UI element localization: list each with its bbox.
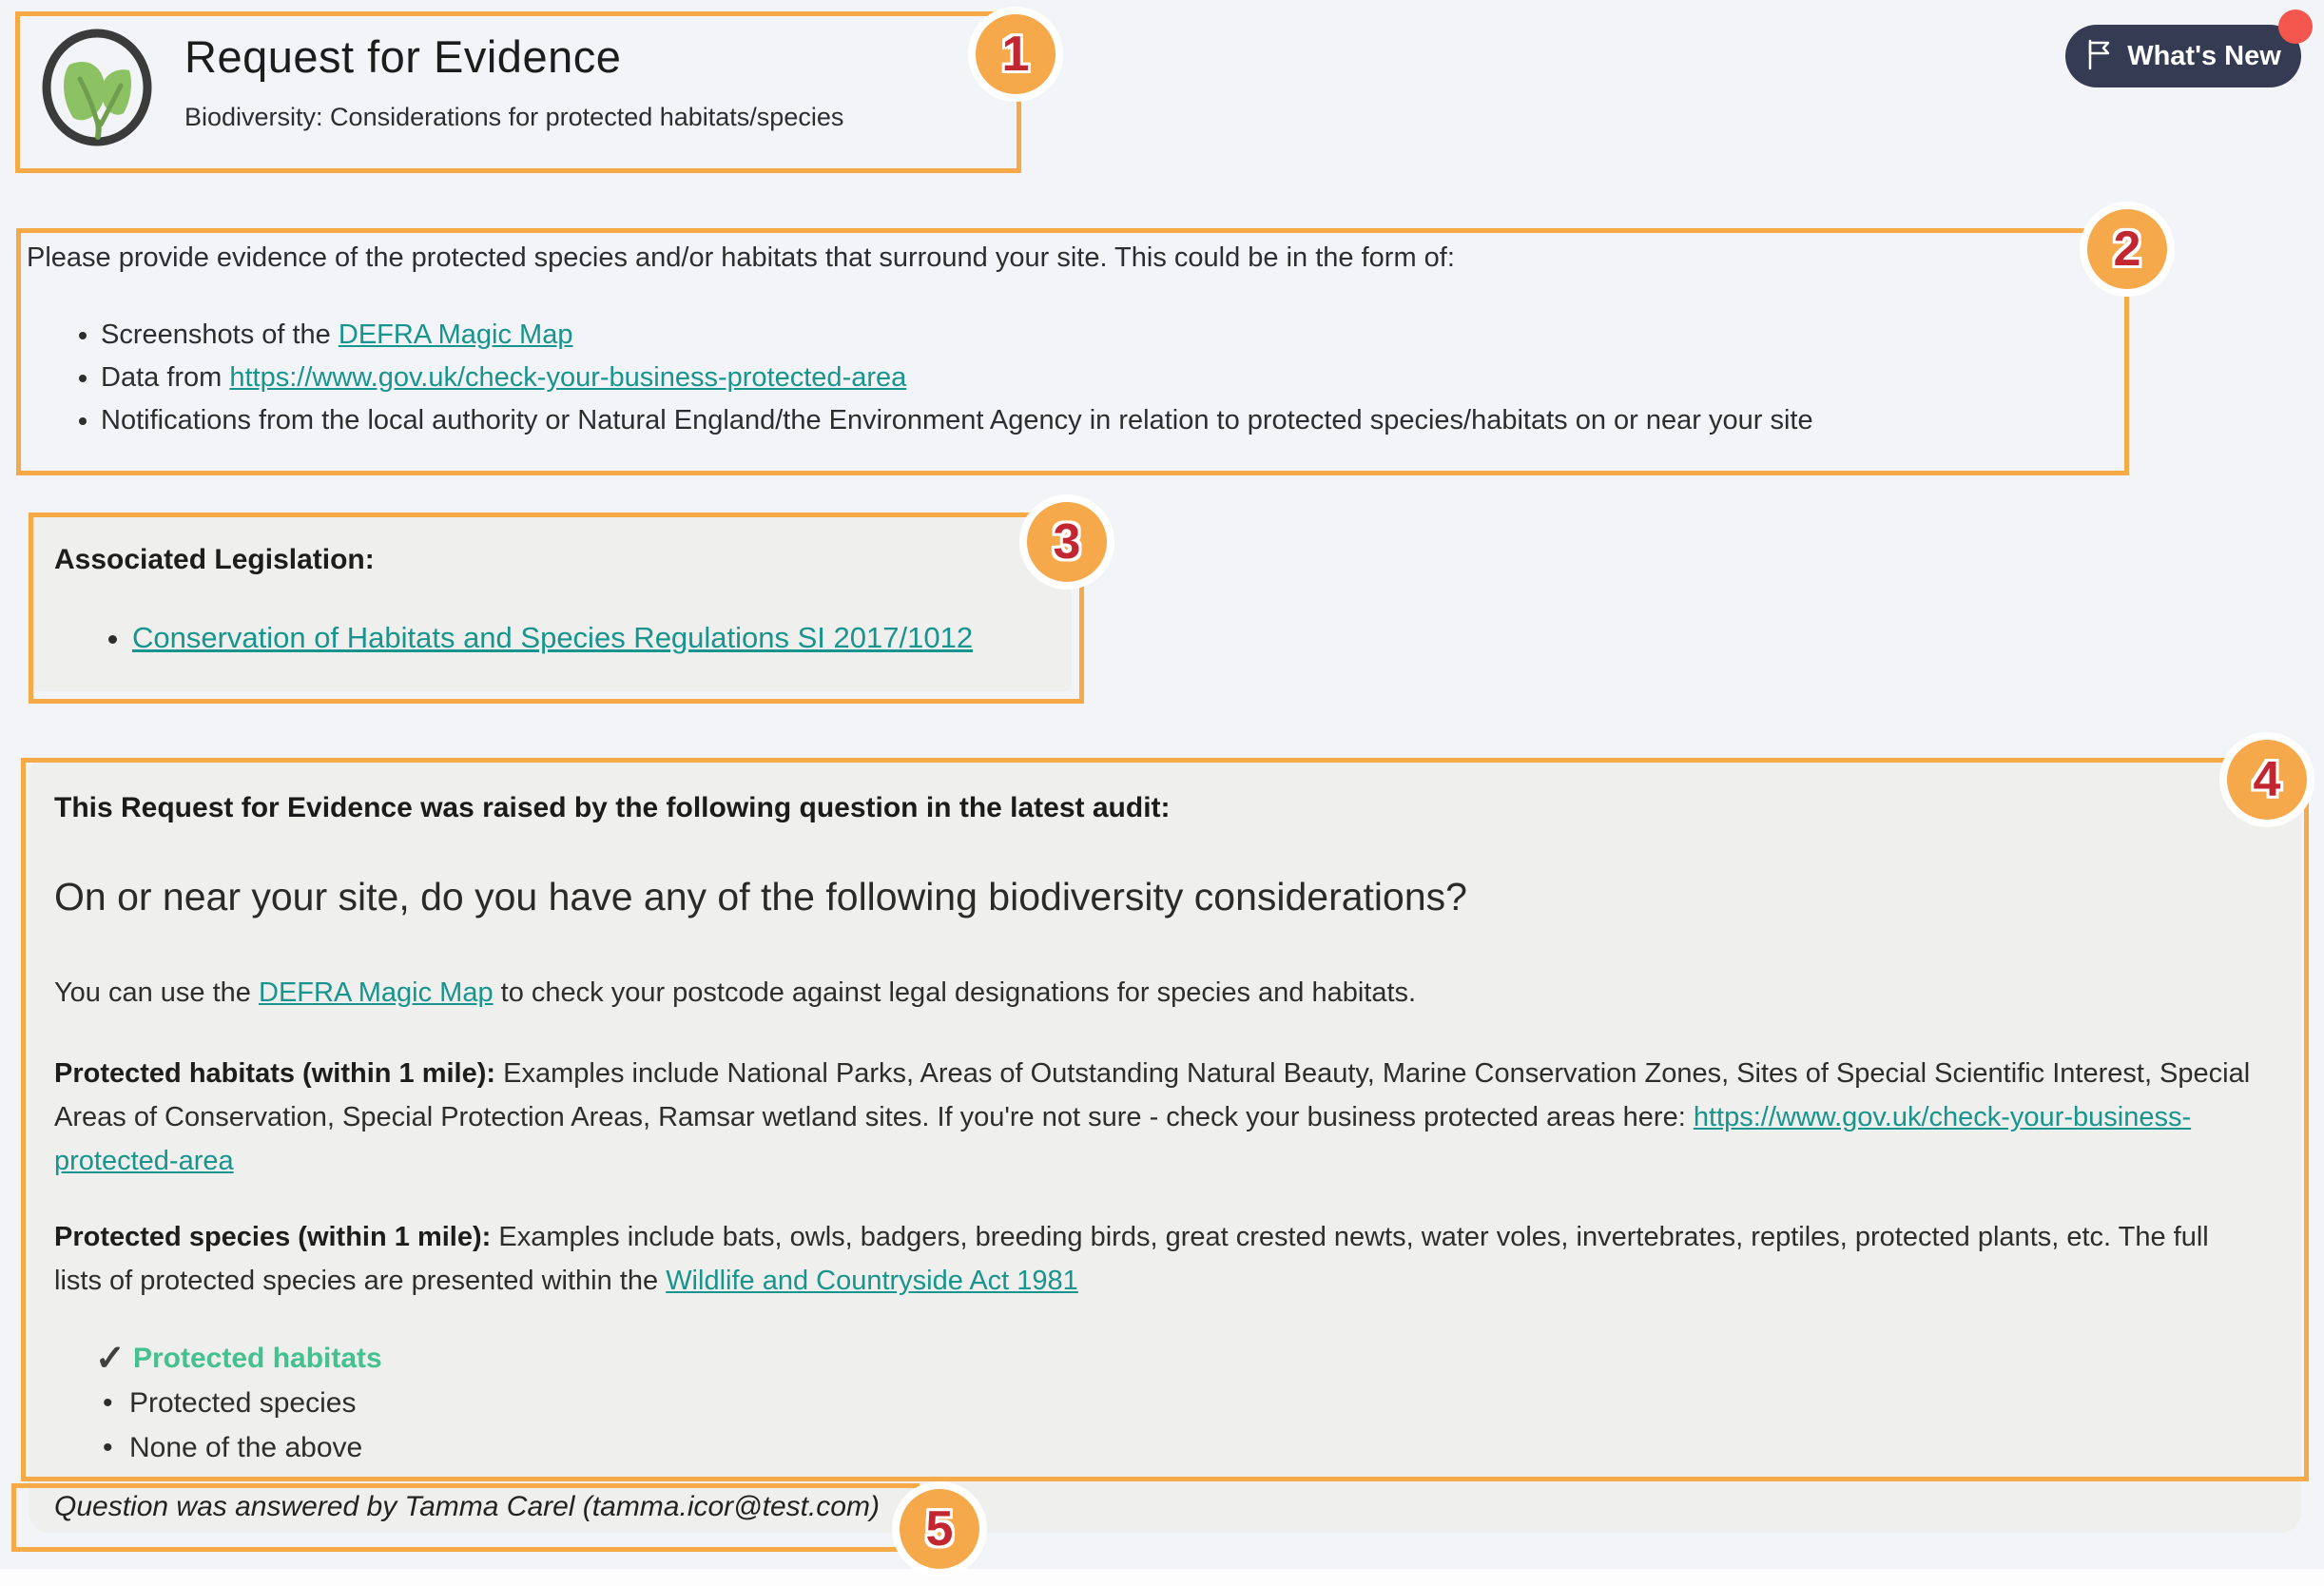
habitats-lead: Protected habitats (within 1 mile): — [54, 1058, 496, 1089]
option-label: None of the above — [129, 1431, 363, 1463]
list-item — [132, 616, 973, 660]
option-protected-habitats — [95, 1336, 382, 1381]
audit-hint — [54, 977, 2241, 1009]
page-title: Request for Evidence — [184, 31, 622, 82]
legislation-list — [90, 616, 973, 660]
legislation-heading: Associated Legislation: — [54, 544, 375, 575]
whats-new-button[interactable] — [2065, 25, 2301, 87]
gov-uk-protected-area-link[interactable]: https://www.gov.uk/check-your-business-protected-area — [229, 362, 907, 393]
notification-dot — [2278, 10, 2313, 44]
bullet-icon: • — [103, 1431, 113, 1463]
defra-magic-map-link[interactable]: DEFRA Magic Map — [338, 319, 573, 350]
list-item-text: Screenshots of the — [101, 319, 339, 350]
answer-options — [95, 1336, 382, 1470]
annotation-marker-1: 1 — [968, 7, 1063, 102]
flag-icon — [2085, 38, 2114, 75]
legislation-panel — [31, 516, 1072, 691]
whats-new-label: What's New — [2127, 40, 2281, 71]
annotation-marker-2: 2 — [2080, 202, 2175, 297]
wildlife-act-link[interactable]: Wildlife and Countryside Act 1981 — [666, 1266, 1078, 1296]
option-label: Protected species — [129, 1386, 357, 1419]
check-icon: ✓ — [95, 1339, 126, 1379]
option-none-of-the-above — [95, 1425, 382, 1470]
list-item-text: Notifications from the local authority or Natural England/the Environment Agency in relation to protected species/habitats on or near your site — [101, 405, 1813, 435]
option-label: Protected habitats — [133, 1342, 382, 1374]
audit-heading: This Request for Evidence was raised by the following question in the latest audit: — [54, 792, 1171, 823]
hint-text: to check your postcode against legal designations for species and habitats. — [493, 977, 1417, 1008]
answered-by-text: Question was answered by Tamma Carel (tamma.icor@test.com) — [54, 1491, 880, 1522]
annotation-marker-3: 3 — [1019, 494, 1114, 590]
evidence-list — [59, 314, 2094, 442]
list-item — [101, 399, 2094, 442]
annotation-marker-4: 4 — [2219, 732, 2314, 827]
habitats-paragraph — [54, 1052, 2251, 1183]
page-subtitle: Biodiversity: Considerations for protected habitats/species — [184, 103, 844, 131]
defra-magic-map-link[interactable]: DEFRA Magic Map — [259, 977, 494, 1008]
legislation-link[interactable]: Conservation of Habitats and Species Regulations SI 2017/1012 — [132, 621, 974, 654]
habitats-text: Examples include National Parks, Areas of Outstanding Natural Beauty, Marine Conservation Zones, Sites of Special Scientific Interest, Special Areas of Conservation, Special Protection Areas, Ramsar wetland sites. If you're not sure - check your business protected areas here: — [54, 1058, 2251, 1132]
gov-uk-protected-area-link[interactable]: https://www.gov.uk/check-your-business-protected-area — [54, 1102, 2192, 1176]
list-item — [101, 314, 2094, 357]
bottom-strip — [0, 1569, 2324, 1586]
leaf-logo-icon — [38, 27, 156, 148]
audit-question-text: On or near your site, do you have any of the following biodiversity considerations? — [54, 875, 1467, 919]
annotation-marker-5: 5 — [892, 1481, 987, 1576]
option-protected-species — [95, 1381, 382, 1425]
species-lead: Protected species (within 1 mile): — [54, 1222, 492, 1252]
list-item-text: Data from — [101, 362, 230, 393]
species-text: Examples include bats, owls, badgers, breeding birds, great crested newts, water voles, invertebrates, reptiles, protected plants, etc. The full lists of protected species are presented within the — [54, 1222, 2209, 1296]
evidence-intro-text: Please provide evidence of the protected species and/or habitats that surround your site. This could be in the form of: — [27, 242, 1455, 273]
bullet-icon: • — [103, 1386, 113, 1419]
hint-text: You can use the — [54, 977, 259, 1008]
list-item — [101, 357, 2094, 399]
species-paragraph — [54, 1215, 2251, 1303]
